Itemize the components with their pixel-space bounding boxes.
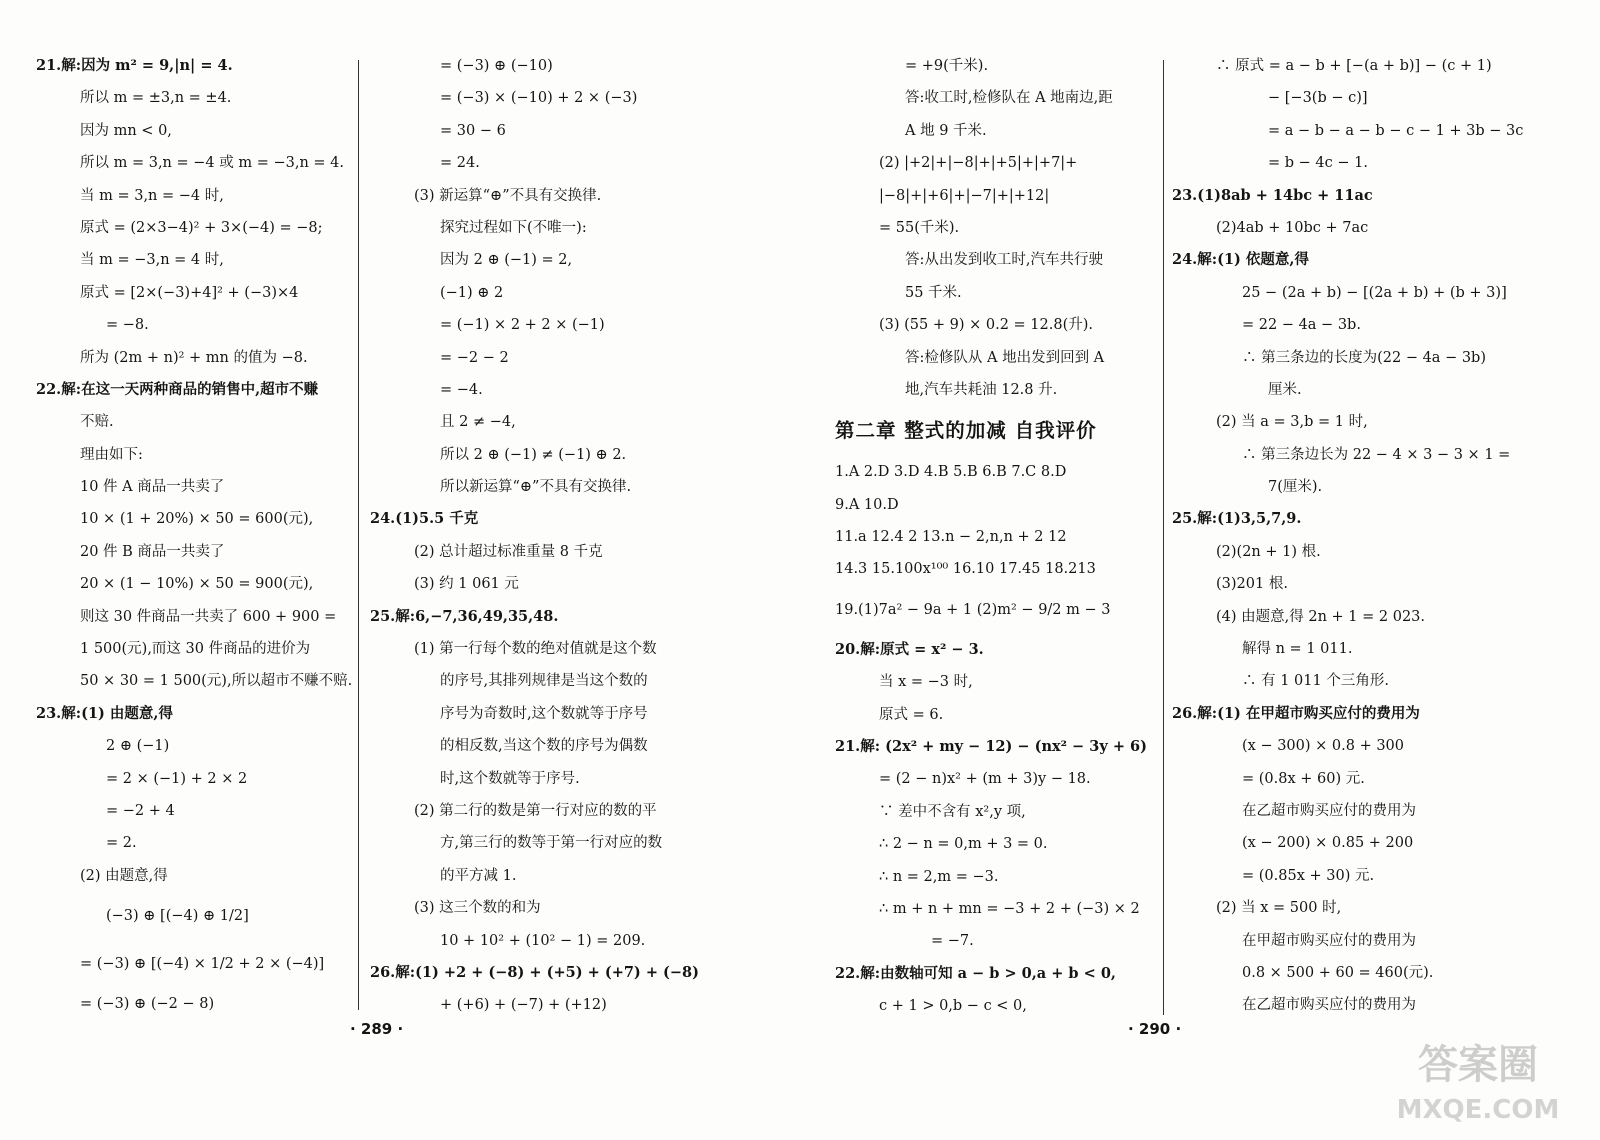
text-line: 且 2 ≠ −4, (440, 414, 516, 431)
text-line: = −2 − 2 (440, 349, 509, 366)
text-line: = 55(千米). (879, 219, 960, 236)
text-line: 在乙超市购买应付的费用为 (1242, 997, 1416, 1014)
text-line: 19.(1)7a² − 9a + 1 (2)m² − 9/2 m − 3 (835, 601, 1111, 618)
text-line: − [−3(b − c)] (1268, 90, 1368, 107)
text-line: (3) 新运算“⊕”不具有交换律. (414, 187, 602, 204)
text-line: (x − 300) × 0.8 + 300 (1242, 738, 1405, 755)
text-line: 答:收工时,检修队在 A 地南边,距 (905, 90, 1113, 107)
text-line: (2) 当 a = 3,b = 1 时, (1216, 414, 1368, 431)
left-column-1 (36, 50, 356, 1021)
text-line: 探究过程如下(不唯一): (440, 219, 587, 236)
text-line: + (+6) + (−7) + (+12) (440, 997, 607, 1014)
text-line: 23.(1)8ab + 14bc + 11ac (1172, 186, 1373, 204)
text-line: = 22 − 4a − 3b. (1242, 317, 1361, 334)
column-divider-left (358, 60, 359, 1010)
text-line: 1 500(元),而这 30 件商品的进价为 (80, 641, 311, 658)
text-line: 的序号,其排列规律是当这个数的 (440, 673, 648, 690)
text-line: 的平方减 1. (440, 867, 517, 884)
text-line: 不赔. (80, 414, 114, 431)
text-line: = −4. (440, 381, 483, 398)
text-line: 10 + 10² + (10² − 1) = 209. (440, 932, 646, 949)
text-line: 21.解:因为 m² = 9,|n| = 4. (36, 57, 233, 74)
text-line: 21.解: (2x² + my − 12) − (nx² − 3y + 6) (835, 738, 1147, 756)
text-line: 解得 n = 1 011. (1242, 641, 1353, 658)
text-line: 原式 = [2×(−3)+4]² + (−3)×4 (80, 284, 299, 301)
watermark-bottom-text: MXQE.COM (1396, 1095, 1560, 1125)
text-line: = +9(千米). (905, 58, 989, 74)
text-line: (2) |+2|+|−8|+|+5|+|+7|+ (879, 155, 1078, 172)
text-line: (2) 当 x = 500 时, (1216, 900, 1342, 917)
text-line: 20 件 B 商品一共卖了 (80, 543, 225, 560)
text-line: 24.解:(1) 依题意,得 (1172, 251, 1309, 269)
text-line: 所为 (2m + n)² + mn 的值为 −8. (80, 349, 308, 366)
text-line: 14.3 15.100x¹⁰⁰ 16.10 17.45 18.213 (835, 561, 1096, 578)
text-line: 22.解:在这一天两种商品的销售中,超市不赚 (36, 380, 319, 398)
text-line: 厘米. (1268, 381, 1302, 398)
text-line: ∵ 差中不含有 x²,y 项, (879, 803, 1026, 820)
text-line: (2)(2n + 1) 根. (1216, 543, 1321, 560)
text-line: = 30 − 6 (440, 122, 506, 139)
text-line: 当 m = −3,n = 4 时, (80, 252, 224, 269)
text-line: ∴ n = 2,m = −3. (879, 868, 999, 885)
text-line: 11.a 12.4 2 13.n − 2,n,n + 2 12 (835, 529, 1067, 546)
text-line: = (0.8x + 60) 元. (1242, 770, 1365, 787)
text-line: 因为 mn < 0, (80, 122, 172, 139)
text-line: 1.A 2.D 3.D 4.B 5.B 6.B 7.C 8.D (835, 464, 1067, 481)
text-line: 50 × 30 = 1 500(元),所以超市不赚不赔. (80, 673, 353, 690)
text-line: = −2 + 4 (106, 802, 175, 819)
text-line: 25.解:(1)3,5,7,9. (1172, 510, 1302, 528)
text-line: 答:从出发到收工时,汽车共行驶 (905, 252, 1103, 269)
text-line: = −7. (931, 933, 974, 950)
text-line: = (−3) ⊕ (−10) (440, 58, 553, 74)
text-line: 在甲超市购买应付的费用为 (1242, 932, 1416, 949)
text-line: = 24. (440, 155, 480, 172)
text-line: (2) 总计超过标准重量 8 千克 (414, 543, 603, 560)
text-line: (3) (55 + 9) × 0.2 = 12.8(升). (879, 317, 1094, 334)
text-line: 20 × (1 − 10%) × 50 = 900(元), (80, 576, 314, 593)
text-line: 9.A 10.D (835, 496, 899, 513)
text-line: 原式 = 6. (879, 706, 944, 723)
text-line: (2) 由题意,得 (80, 867, 168, 884)
text-line: = b − 4c − 1. (1268, 155, 1368, 172)
text-line: (2)4ab + 10bc + 7ac (1216, 219, 1369, 236)
text-line: = (2 − n)x² + (m + 3)y − 18. (879, 771, 1091, 788)
text-line: 原式 = (2×3−4)² + 3×(−4) = −8; (80, 219, 323, 236)
text-line: 理由如下: (80, 446, 143, 463)
text-line: 55 千米. (905, 284, 962, 301)
text-line: 当 x = −3 时, (879, 674, 973, 691)
text-line: 地,汽车共耗油 12.8 升. (905, 381, 1058, 398)
text-line: (3) 这三个数的和为 (414, 900, 541, 917)
text-line: = 2. (106, 835, 137, 852)
text-line: (4) 由题意,得 2n + 1 = 2 023. (1216, 608, 1426, 625)
text-line: 所以 m = 3,n = −4 或 m = −3,n = 4. (80, 155, 345, 172)
text-line: 序号为奇数时,这个数就等于序号 (440, 705, 648, 722)
text-line: = (0.85x + 30) 元. (1242, 867, 1375, 884)
text-line: (1) 第一行每个数的绝对值就是这个数 (414, 641, 657, 658)
text-line: ∴ 有 1 011 个三角形. (1242, 673, 1389, 690)
column-divider-right (1163, 60, 1164, 1015)
text-line: (3) 约 1 061 元 (414, 576, 519, 593)
text-line: 26.解:(1) 在甲超市购买应付的费用为 (1172, 704, 1420, 722)
text-line: = (−3) × (−10) + 2 × (−3) (440, 90, 638, 107)
right-column-1 (835, 50, 1175, 1023)
text-line: 23.解:(1) 由题意,得 (36, 704, 173, 722)
text-line: 所以 2 ⊕ (−1) ≠ (−1) ⊕ 2. (440, 446, 627, 463)
text-line: 2 ⊕ (−1) (106, 738, 170, 755)
text-line: (−3) ⊕ [(−4) ⊕ 1/2] (106, 908, 249, 925)
text-line: 10 件 A 商品一共卖了 (80, 479, 225, 496)
text-line: 当 m = 3,n = −4 时, (80, 187, 224, 204)
text-line: ∴ 第三条边长为 22 − 4 × 3 − 3 × 1 = (1242, 446, 1511, 463)
text-line: 25 − (2a + b) − [(2a + b) + (b + 3)] (1242, 284, 1507, 301)
text-line: ∴ 2 − n = 0,m + 3 = 0. (879, 836, 1048, 853)
text-line: (−1) ⊕ 2 (440, 284, 504, 301)
page-number-left: · 289 · (350, 1020, 404, 1038)
left-column-2 (370, 50, 700, 1022)
text-line: 的相反数,当这个数的序号为偶数 (440, 738, 648, 755)
text-line: = −8. (106, 317, 149, 334)
text-line: 10 × (1 + 20%) × 50 = 600(元), (80, 511, 314, 528)
text-line: 答:检修队从 A 地出发到回到 A (905, 349, 1105, 366)
text-line: (2) 第二行的数是第一行对应的数的平 (414, 802, 657, 819)
text-line: 24.(1)5.5 千克 (370, 510, 479, 528)
text-line: 方,第三行的数等于第一行对应的数 (440, 835, 663, 852)
text-line: = (−3) ⊕ [(−4) × 1/2 + 2 × (−4)] (80, 956, 325, 973)
text-line: = (−1) × 2 + 2 × (−1) (440, 317, 605, 334)
text-line: ∴ m + n + mn = −3 + 2 + (−3) × 2 (879, 900, 1140, 917)
text-line: 因为 2 ⊕ (−1) = 2, (440, 252, 573, 269)
text-line: = (−3) ⊕ (−2 − 8) (80, 996, 215, 1013)
watermark-top-text: 答案圈 (1418, 1042, 1538, 1088)
page-number-right: · 290 · (1128, 1020, 1182, 1038)
text-line: 所以 m = ±3,n = ±4. (80, 90, 232, 107)
text-line: 则这 30 件商品一共卖了 600 + 900 = (80, 608, 337, 625)
text-line: ∴ 第三条边的长度为(22 − 4a − 3b) (1242, 349, 1486, 366)
text-line: 20.解:原式 = x² − 3. (835, 640, 984, 658)
text-line: (x − 200) × 0.85 + 200 (1242, 835, 1414, 852)
text-line: 时,这个数就等于序号. (440, 770, 580, 787)
text-line: = a − b − a − b − c − 1 + 3b − 3c (1268, 122, 1524, 139)
right-column-2 (1172, 50, 1572, 1022)
text-line: 25.解:6,−7,36,49,35,48. (370, 607, 559, 625)
text-line: 7(厘米). (1268, 479, 1323, 496)
text-line: 22.解:由数轴可知 a − b > 0,a + b < 0, (835, 964, 1116, 982)
text-line: (3)201 根. (1216, 576, 1288, 593)
text-line: 在乙超市购买应付的费用为 (1242, 802, 1416, 819)
text-line: 所以新运算“⊕”不具有交换律. (440, 479, 632, 496)
text-line: c + 1 > 0,b − c < 0, (879, 998, 1027, 1015)
text-line: A 地 9 千米. (905, 122, 987, 139)
chapter-heading: 第二章 整式的加减 自我评价 (835, 419, 1097, 443)
text-line: |−8|+|+6|+|−7|+|+12| (879, 187, 1050, 204)
text-line: 0.8 × 500 + 60 = 460(元). (1242, 964, 1434, 981)
text-line: ∴ 原式 = a − b + [−(a + b)] − (c + 1) (1216, 58, 1492, 74)
watermark-logo (1388, 1030, 1568, 1130)
text-line: = 2 × (−1) + 2 × 2 (106, 770, 248, 787)
text-line: 26.解:(1) +2 + (−8) + (+5) + (+7) + (−8) (370, 963, 699, 981)
